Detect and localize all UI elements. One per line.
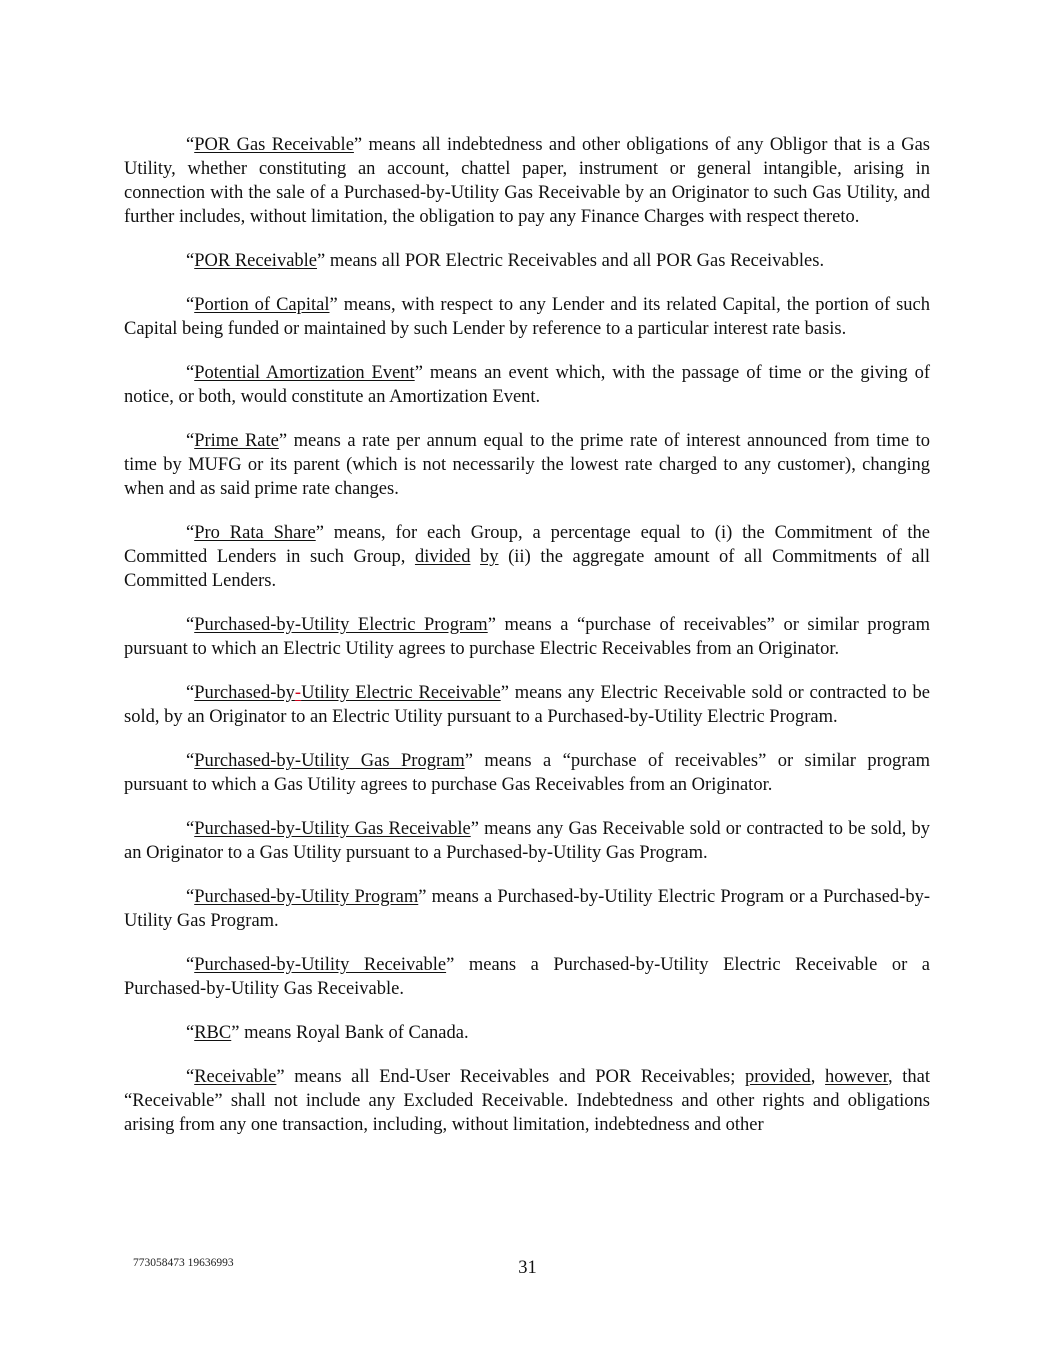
definition-pro-rata-share — [124, 521, 930, 593]
defined-term: Purchased-by-Utility Receivable — [194, 955, 447, 975]
definition-text: ” means all POR Electric Receivables and all POR Gas Receivables. — [317, 251, 825, 271]
definition-prime-rate — [124, 429, 930, 501]
definition-portion-of-capital — [124, 293, 930, 341]
definition-rbc — [124, 1021, 930, 1045]
definition-text: ” means a “purchase of receivables” or similar program pursuant to which an Electric Utility agrees to purchase Electric Receivables from an Originator. — [124, 615, 930, 659]
definition-text: ” means, for each Group, a percentage equal to (i) the Commitment of the Committed Lenders in such Group, — [124, 523, 930, 567]
definition-text: ” means a rate per annum equal to the prime rate of interest announced from time to time by MUFG or its parent (which is not necessarily the lowest rate charged to any customer), changing when and as said prime rate changes. — [124, 431, 930, 499]
open-quote: “ — [186, 431, 195, 451]
definition-text: ” means any Electric Receivable sold or contracted to be sold, by an Originator to an Electric Utility pursuant to a Purchased-by-Utility Electric Program. — [124, 683, 931, 727]
open-quote: “ — [186, 819, 195, 839]
open-quote: “ — [186, 683, 195, 703]
definition-text: ” means all End-User Receivables and POR Receivables; — [276, 1067, 745, 1087]
open-quote: “ — [186, 295, 195, 315]
definition-text: ” means all indebtedness and other obligations of any Obligor that is a Gas Utility, whether constituting an account, chattel paper, instrument or general intangible, arising in connection with the sale of a Purchased-by-Utility Gas Receivable by an Originator to such Gas Utility, and further includes, without limitation, the obligation to pay any Finance Charges with respect thereto. — [124, 135, 930, 227]
definition-text: (ii) the aggregate amount of all Commitments of all Committed Lenders. — [124, 547, 931, 591]
document-id: 773058473 19636993 — [133, 1257, 234, 1269]
defined-term: Purchased-by-Utility Gas Receivable — [194, 819, 471, 839]
open-quote: “ — [186, 135, 195, 155]
defined-term: POR Gas Receivable — [194, 135, 354, 155]
definition-text: ” means any Gas Receivable sold or contracted to be sold, by an Originator to a Gas Utility pursuant to a Purchased-by-Utility Gas Program. — [124, 819, 930, 863]
underlined-word: however — [825, 1067, 888, 1087]
defined-term: Purchased-by — [194, 683, 295, 703]
definition-pbu-electric-program — [124, 613, 930, 661]
definition-pbu-program — [124, 885, 930, 933]
definition-pbu-gas-program — [124, 749, 930, 797]
underlined-word: divided — [414, 547, 471, 567]
open-quote: “ — [186, 363, 195, 383]
underlined-word: provided — [745, 1067, 811, 1087]
underlined-word: by — [480, 547, 499, 567]
definition-text: , that “Receivable” shall not include any Excluded Receivable. Indebtedness and other rights and obligations arising from any one transaction, including, without limitation, indebtedness and other — [124, 1067, 931, 1135]
definition-text: ” means a “purchase of receivables” or similar program pursuant to which a Gas Utility agrees to purchase Gas Receivables from an Originator. — [124, 751, 931, 795]
definition-text: , — [810, 1067, 826, 1087]
definition-receivable — [124, 1065, 930, 1137]
open-quote: “ — [186, 751, 195, 771]
defined-term: RBC — [194, 1023, 232, 1043]
open-quote: “ — [186, 1067, 195, 1087]
open-quote: “ — [186, 251, 195, 271]
definition-potential-amortization-event — [124, 361, 930, 409]
definition-text: ” means a Purchased-by-Utility Electric Program or a Purchased-by-Utility Gas Program. — [124, 887, 930, 931]
open-quote: “ — [186, 1023, 195, 1043]
redline-dash: - — [294, 683, 302, 703]
definition-text: ” means a Purchased-by-Utility Electric Receivable or a Purchased-by-Utility Gas Receivable. — [124, 955, 930, 999]
definitions-body — [124, 133, 930, 1157]
page-number: 31 — [518, 1258, 537, 1278]
defined-term: Receivable — [194, 1067, 277, 1087]
defined-term: Portion of Capital — [194, 295, 330, 315]
open-quote: “ — [186, 615, 195, 635]
definition-pbu-receivable — [124, 953, 930, 1001]
defined-term: Purchased-by-Utility Electric Program — [194, 615, 488, 635]
defined-term: Purchased-by-Utility Gas Program — [194, 751, 465, 771]
defined-term: Utility Electric Receivable — [301, 683, 501, 703]
defined-term: Pro Rata Share — [194, 523, 316, 543]
defined-term: Potential Amortization Event — [194, 363, 415, 383]
open-quote: “ — [186, 887, 195, 907]
open-quote: “ — [186, 523, 195, 543]
defined-term: Prime Rate — [194, 431, 279, 451]
definition-pbu-electric-receivable — [124, 681, 930, 729]
definition-text: ” means, with respect to any Lender and its related Capital, the portion of such Capital being funded or maintained by such Lender by reference to a particular interest rate basis. — [124, 295, 930, 339]
open-quote: “ — [186, 955, 195, 975]
definition-por-receivable — [124, 249, 930, 273]
definition-por-gas-receivable — [124, 133, 930, 229]
defined-term: Purchased-by-Utility Program — [194, 887, 419, 907]
defined-term: POR Receivable — [194, 251, 318, 271]
definition-text: ” means Royal Bank of Canada. — [231, 1023, 469, 1043]
definition-text: ” means an event which, with the passage of time or the giving of notice, or both, would constitute an Amortization Event. — [124, 363, 930, 407]
definition-pbu-gas-receivable — [124, 817, 930, 865]
